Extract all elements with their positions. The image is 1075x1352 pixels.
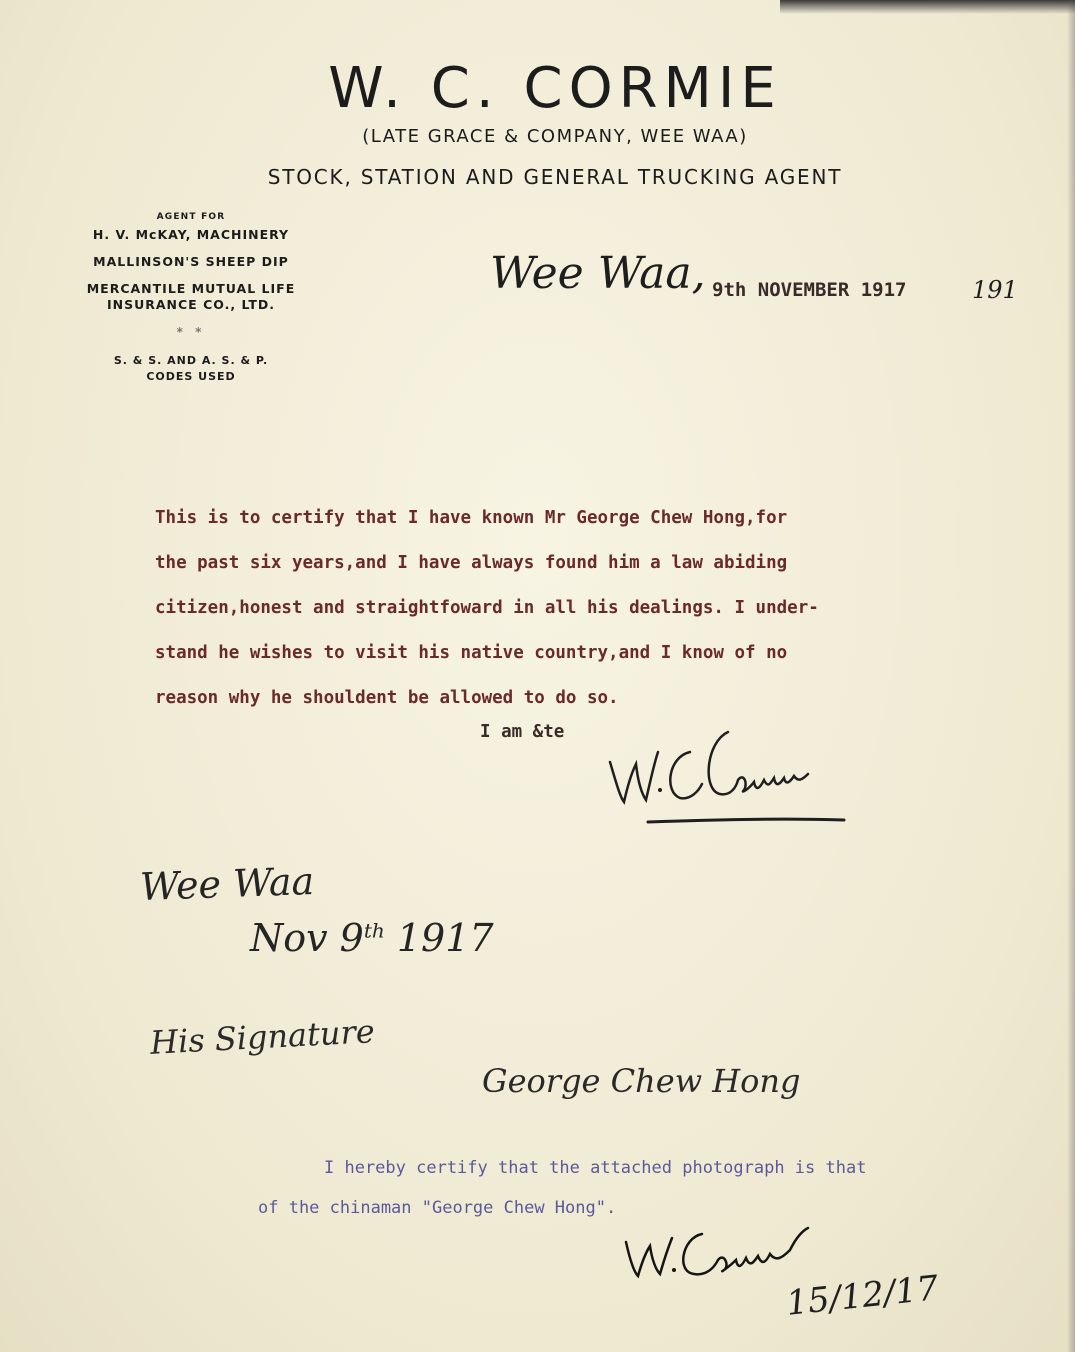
dateline-printed-year: 191 [972,276,1018,304]
insurance-line: INSURANCE CO., LTD. [106,297,275,312]
cormie-signature-2 [618,1222,828,1292]
page-edge-shadow [780,0,1075,14]
dateline-place: Wee Waa, [490,248,706,299]
agent-for-label: AGENT FOR [156,212,226,222]
handwritten-date-year: 1917 [384,916,494,960]
letterhead-former-company: (LATE GRACE & COMPANY, WEE WAA) [362,126,748,147]
cormie-signature-1 [598,722,848,832]
certification-line: I hereby certify that the attached photograph is that [324,1158,867,1178]
body-line: This is to certify that I have known Mr George Chew Hong,for [155,508,788,528]
letterhead-role: STOCK, STATION AND GENERAL TRUCKING AGENT [267,165,843,189]
body-line: reason why he shouldent be allowed to do so. [155,688,619,708]
george-chew-hong-signature: George Chew Hong [482,1062,801,1100]
handwritten-date-month: Nov 9 [250,916,364,960]
page-right-shadow [1067,0,1075,1352]
handwritten-place: Wee Waa [139,858,315,910]
insurance-line: MERCANTILE MUTUAL LIFE [86,281,296,296]
codes-line: CODES USED [146,370,236,383]
certification-date: 15/12/17 [784,1268,941,1324]
handwritten-his-signature-label: His Signature [149,1012,376,1062]
body-line: the past six years,and I have always found him a law abiding [155,553,788,573]
handwritten-date-suffix: th [363,918,385,943]
body-line: stand he wishes to visit his native country,and I know of no [155,643,788,663]
handwritten-date [250,916,494,960]
star-ornament: * * [176,325,206,339]
dateline-typed-date: 9th NOVEMBER 1917 [712,279,907,301]
agent-block [60,212,322,385]
certificate-body [155,496,1025,721]
agency-item: H. V. McKAY, MACHINERY [92,227,290,242]
letterhead-name: W. C. CORMIE [328,56,782,121]
certification-line: of the chinaman "George Chew Hong". [258,1198,617,1218]
certification-text [258,1148,866,1228]
closing-line: I am &te [480,722,565,742]
codes-line: S. & S. AND A. S. & P. [113,354,269,367]
agency-item: MALLINSON'S SHEEP DIP [93,254,289,269]
body-line: citizen,honest and straightfoward in all his dealings. I under- [155,598,819,618]
